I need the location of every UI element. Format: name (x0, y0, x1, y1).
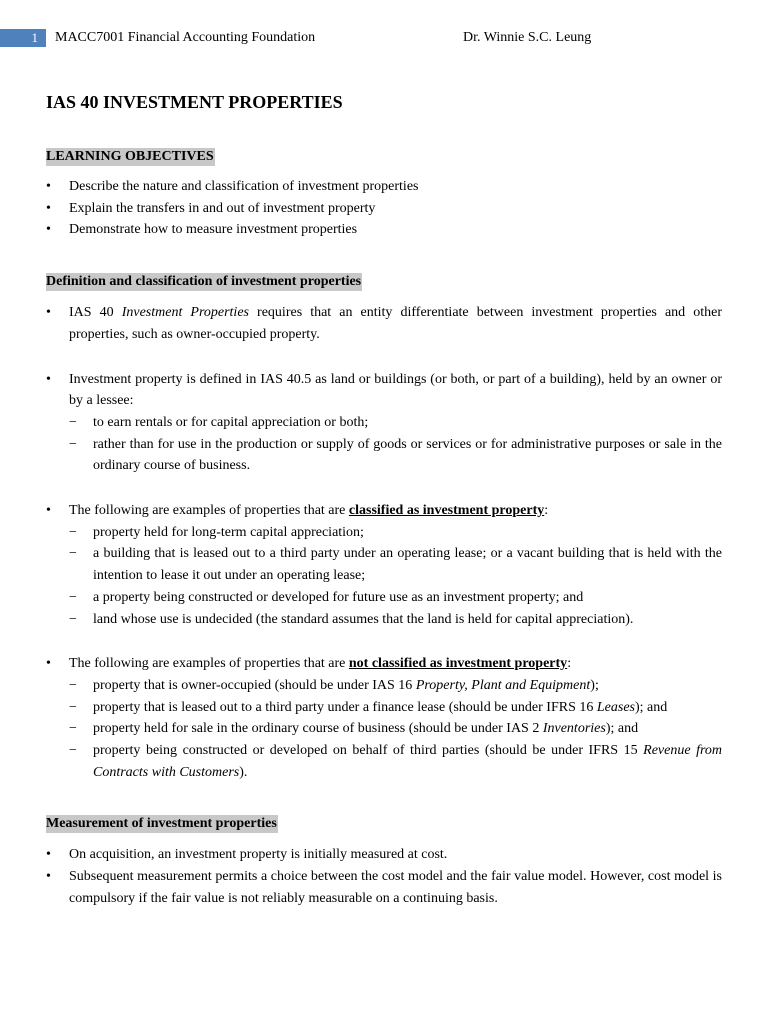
list-item: • Demonstrate how to measure investment properties (46, 219, 722, 241)
bullet-icon: • (46, 656, 51, 672)
course-name: MACC7001 Financial Accounting Foundation (55, 30, 316, 45)
definition-heading: Definition and classification of investment properties (46, 274, 362, 290)
bullet-icon: • (46, 847, 51, 863)
bullet-icon: • (46, 222, 51, 238)
author-name: Dr. Winnie S.C. Leung (463, 30, 592, 45)
sub-list-item: − property held for sale in the ordinary course of business (should be under IAS 2 Inventories); and (69, 718, 722, 740)
bullet-icon: • (46, 503, 51, 519)
list-item: • On acquisition, an investment property is initially measured at cost. (46, 844, 722, 866)
dash-icon: − (69, 546, 77, 562)
bullet-icon: • (46, 869, 51, 885)
sub-list (69, 675, 722, 784)
sub-list-item: − to earn rentals or for capital appreciation or both; (69, 412, 722, 434)
sub-list-item: − property being constructed or developed on behalf of third parties (should be under IFRS 15 Revenue from Contracts with Customers). (69, 740, 722, 783)
definition-list (46, 302, 722, 783)
sub-list-item: − property held for long-term capital appreciation; (69, 522, 722, 544)
list-item: • The following are examples of properties that are not classified as investment property: − property that is owner-occupied (should be under IAS 16 Property, Plant and Equipment); − property that is leased out to a third party under a finance lease (should be under IFRS 16 Leases); and − property held for sale in the ordinary course of business (should be under IAS 2 Inventories); and − property being constructed or developed on behalf of third parties (should be under IFRS 15 Revenue from Contracts with Customers). (46, 653, 722, 783)
learning-objectives-list (46, 176, 722, 241)
sub-list-item: − rather than for use in the production or supply of goods or services or for administrative purposes or sale in the ordinary course of business. (69, 434, 722, 477)
learning-objectives-heading: LEARNING OBJECTIVES (46, 149, 214, 164)
measurement-heading: Measurement of investment properties (46, 816, 277, 832)
sub-list-item: − a building that is leased out to a third party under an operating lease; or a vacant building that is held with the intention to lease it out under an operating lease; (69, 543, 722, 586)
sub-list-item: − property that is leased out to a third party under a finance lease (should be under IFRS 16 Leases); and (69, 697, 722, 719)
list-item: • Investment property is defined in IAS 40.5 as land or buildings (or both, or part of a building), held by an owner or by a lessee: − to earn rentals or for capital appreciation or both; − rather than for use in the production or supply of goods or services or for administrative purposes or sale in the ordinary course of business. (46, 369, 722, 478)
list-item: • Describe the nature and classification of investment properties (46, 176, 722, 198)
bullet-icon: • (46, 305, 51, 321)
dash-icon: − (69, 677, 77, 693)
page-number: 1 (0, 29, 46, 47)
dash-icon: − (69, 414, 77, 430)
dash-icon: − (69, 721, 77, 737)
list-item: • Subsequent measurement permits a choice between the cost model and the fair value model. However, cost model is compulsory if the fair value is not reliably measurable on a continuing basis. (46, 866, 722, 909)
dash-icon: − (69, 436, 77, 452)
measurement-list (46, 844, 722, 909)
dash-icon: − (69, 589, 77, 605)
dash-icon: − (69, 611, 77, 627)
sub-list (69, 412, 722, 477)
list-item: • IAS 40 Investment Properties requires that an entity differentiate between investment properties and other properties, such as owner-occupied property. (46, 302, 722, 345)
sub-list-item: − land whose use is undecided (the standard assumes that the land is held for capital appreciation). (69, 609, 722, 631)
dash-icon: − (69, 524, 77, 540)
sub-list-item: − property that is owner-occupied (should be under IAS 16 Property, Plant and Equipment); (69, 675, 722, 697)
sub-list-item: − a property being constructed or developed for future use as an investment property; and (69, 587, 722, 609)
bullet-icon: • (46, 179, 51, 194)
bullet-icon: • (46, 200, 51, 216)
dash-icon: − (69, 699, 77, 715)
bullet-icon: • (46, 371, 51, 387)
document-title: IAS 40 INVESTMENT PROPERTIES (46, 92, 343, 112)
page-header (0, 29, 768, 48)
document-body (46, 90, 722, 910)
list-item: • The following are examples of properties that are classified as investment property: − property held for long-term capital appreciation; − a building that is leased out to a third party under an operating lease; or a vacant building that is held with the intention to lease it out under an operating lease; − a property being constructed or developed for future use as an investment property; and − land whose use is undecided (the standard assumes that the land is held for capital appreciation). (46, 500, 722, 630)
list-item: • Explain the transfers in and out of investment property (46, 198, 722, 220)
dash-icon: − (69, 743, 77, 759)
sub-list (69, 522, 722, 631)
